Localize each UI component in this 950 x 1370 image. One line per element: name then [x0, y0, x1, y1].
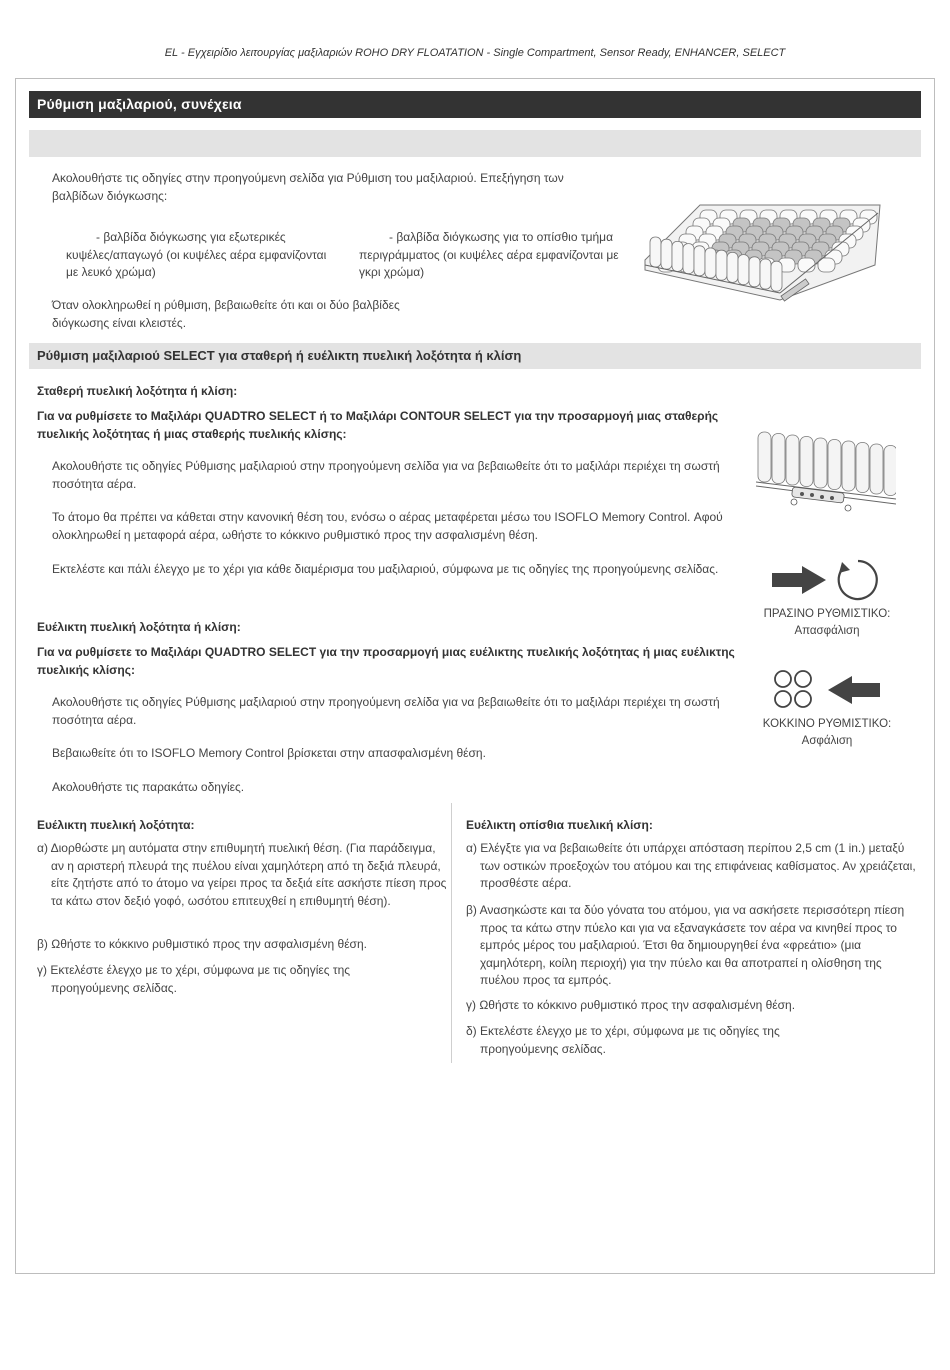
right-step-c: γ) Ωθήστε το κόκκινο ρυθμιστικό προς την ασφαλισμένη θέση.	[466, 998, 796, 1012]
cushion-side-cell	[828, 440, 841, 490]
cushion-illustration	[640, 165, 890, 305]
closing-text: Όταν ολοκληρωθεί η ρύθμιση, βεβαιωθείτε ότι και οι δύο βαλβίδες διόγκωσης είναι κλειστές.	[52, 298, 400, 330]
fixed-paragraph-3: Εκτελέστε και πάλι έλεγχο με το χέρι για κάθε διαμέρισμα του μαξιλαριού, σύμφωνα με τις οδηγίες της προηγούμενης σελίδας.	[52, 562, 719, 576]
fixed-heading: Σταθερή πυελική λοξότητα ή κλίση:	[37, 384, 238, 398]
valve-left-text: - βαλβίδα διόγκωσης για εξωτερικές κυψέλες/απαγωγό (οι κυψέλες αέρα εμφανίζονται με λευκό χρώμα)	[66, 230, 327, 279]
cushion-front-cell	[694, 246, 705, 276]
cushion-side-cell	[870, 444, 883, 494]
left-column-heading: Ευέλικτη πυελική λοξότητα:	[37, 818, 195, 832]
cushion-side-cell	[842, 441, 855, 491]
fixed-paragraph-2: Το άτομο θα πρέπει να κάθεται στην κανονική θέση του, ενόσω ο αέρας μεταφέρεται μέσω του ISOFLO Memory Control. Αφού ολοκληρωθεί η μεταφορά αέρα, ωθήστε το κόκκινο ρυθμιστικό προς την ασφαλισμένη θέση.	[52, 510, 723, 542]
cushion-front-cell	[749, 257, 760, 287]
green-slider-unlock-icon	[770, 556, 882, 604]
cushion-side-cell	[772, 434, 785, 484]
fixed-subheading: Για να ρυθμίσετε το Μαξιλάρι QUADTRO SELECT ή το Μαξιλάρι CONTOUR SELECT για την προσαρμογή μιας σταθερής πυελικής λοξότητας ή μιας σταθερής πυελικής κλίσης:	[37, 409, 719, 441]
fixed-paragraph-1: Ακολουθήστε τις οδηγίες Ρύθμισης μαξιλαριού στην προηγούμενη σελίδα για να βεβαιωθείτε ότι το μαξιλάρι περιέχει τη σωστή ποσότητα αέρα.	[52, 459, 720, 491]
cushion-side-cell	[800, 437, 813, 487]
right-step-a: α) Ελέγξτε για να βεβαιωθείτε ότι υπάρχει απόσταση περίπου 2,5 cm (1 in.) μεταξύ των οστικών προεξοχών του ατόμου και της επιφάνειας καθίσματος. Αν χρειάζεται, προσθέστε αέρα.	[466, 841, 916, 890]
red-slider-lock-icon	[770, 666, 882, 714]
green-slider-sublabel: Απασφάλιση	[794, 625, 860, 637]
section-title-select-setup: Ρύθμιση μαξιλαριού SELECT για σταθερή ή ευέλικτη πυελική λοξότητα ή κλίση	[29, 343, 921, 369]
cushion-front-cell	[727, 252, 738, 282]
red-slider-label: ΚΟΚΚΙΝΟ ΡΥΘΜΙΣΤΙΚΟ:	[762, 718, 892, 730]
cushion-side-cell	[884, 446, 896, 496]
column-divider	[451, 803, 452, 1063]
grey-band	[29, 130, 921, 157]
valve-right-text: - βαλβίδα διόγκωσης για το οπίσθιο τμήμα περιγράμματος (οι κυψέλες αέρα εμφανίζονται με γκρι χρώμα)	[359, 230, 619, 279]
left-step-b: β) Ωθήστε το κόκκινο ρυθμιστικό προς την ασφαλισμένη θέση.	[37, 937, 367, 951]
right-column-heading: Ευέλικτη οπίσθια πυελική κλίση:	[466, 818, 653, 832]
cushion-front-cell	[661, 239, 672, 269]
cushion-front-cell	[650, 237, 661, 267]
cushion-side-cell	[758, 432, 771, 482]
right-step-d: δ) Εκτελέστε έλεγχο με το χέρι, σύμφωνα με τις οδηγίες της προηγούμενης σελίδας.	[466, 1024, 780, 1056]
cushion-front-cell	[705, 248, 716, 278]
green-slider-label: ΠΡΑΣΙΝΟ ΡΥΘΜΙΣΤΙΚΟ:	[763, 608, 891, 620]
flex-paragraph-3: Ακολουθήστε τις παρακάτω οδηγίες.	[52, 780, 245, 794]
cushion-side-cell	[814, 438, 827, 488]
flex-paragraph-2: Βεβαιωθείτε ότι το ISOFLO Memory Control βρίσκεται στην απασφαλισμένη θέση.	[52, 746, 486, 760]
left-step-a: α) Διορθώστε μη αυτόματα στην επιθυμητή πυελική θέση. (Για παράδειγμα, αν η αριστερή πλευρά της πυέλου είναι χαμηλότερη από τη δεξιά πλευρά, είτε ζητήστε από το άτομο να γείρει προς τα δεξιά είτε ασκήστε πίεση προς τα κάτω στον δεξιό γοφό, ωσότου επιτευχθεί η επιθυμητή θέση).	[37, 841, 447, 908]
intro-text: Ακολουθήστε τις οδηγίες στην προηγούμενη σελίδα για Ρύθμιση του μαξιλαριού. Επεξήγηση των βαλβίδων διόγκωσης:	[52, 171, 564, 203]
cushion-front-cell	[771, 261, 782, 291]
cushion-front-cell	[683, 244, 694, 274]
cushion-front-cell	[672, 241, 683, 271]
cushion-front-cell	[760, 259, 771, 289]
page-header: EL - Εγχειρίδιο λειτουργίας μαξιλαριών ROHO DRY FLOATATION - Single Compartment, Sensor Ready, ENHANCER, SELECT	[164, 47, 786, 59]
cushion-cell	[798, 258, 815, 272]
flex-heading: Ευέλικτη πυελική λοξότητα ή κλίση:	[37, 620, 241, 634]
flex-paragraph-1: Ακολουθήστε τις οδηγίες Ρύθμισης μαξιλαριού στην προηγούμενη σελίδα για να βεβαιωθείτε ότι το μαξιλάρι περιέχει τη σωστή ποσότητα αέρα.	[52, 695, 720, 727]
isoflo-control-illustration	[756, 424, 896, 519]
red-slider-sublabel: Ασφάλιση	[801, 735, 853, 747]
section-title-cushion-setup: Ρύθμιση μαξιλαριού, συνέχεια	[29, 91, 921, 118]
right-step-b: β) Ανασηκώστε και τα δύο γόνατα του ατόμου, για να ασκήσετε περισσότερη πίεση προς τα κάτω στην πύελο και για να εξαναγκάσετε τον αέρα να κινηθεί προς το εμπρός μέρος του μαξιλαριού. Έτσι θα δημιουργηθεί ένα «φρεάτιο» (μια χαμηλότερη, κοίλη περιοχή) για την πύελο και θα αποτραπεί η ολίσθηση της πυέλου προς τα εμπρός.	[466, 903, 905, 987]
cushion-side-cell	[856, 443, 869, 493]
cushion-side-cell	[786, 435, 799, 485]
cushion-front-cell	[738, 255, 749, 285]
flex-subheading: Για να ρυθμίσετε το Μαξιλάρι QUADTRO SELECT για την προσαρμογή μιας ευέλικτης πυελικής λοξότητας ή μιας ευέλικτης πυελικής κλίσης:	[37, 645, 735, 677]
left-step-c: γ) Εκτελέστε έλεγχο με το χέρι, σύμφωνα με τις οδηγίες της προηγούμενης σελίδας.	[37, 963, 351, 995]
cushion-front-cell	[716, 250, 727, 280]
